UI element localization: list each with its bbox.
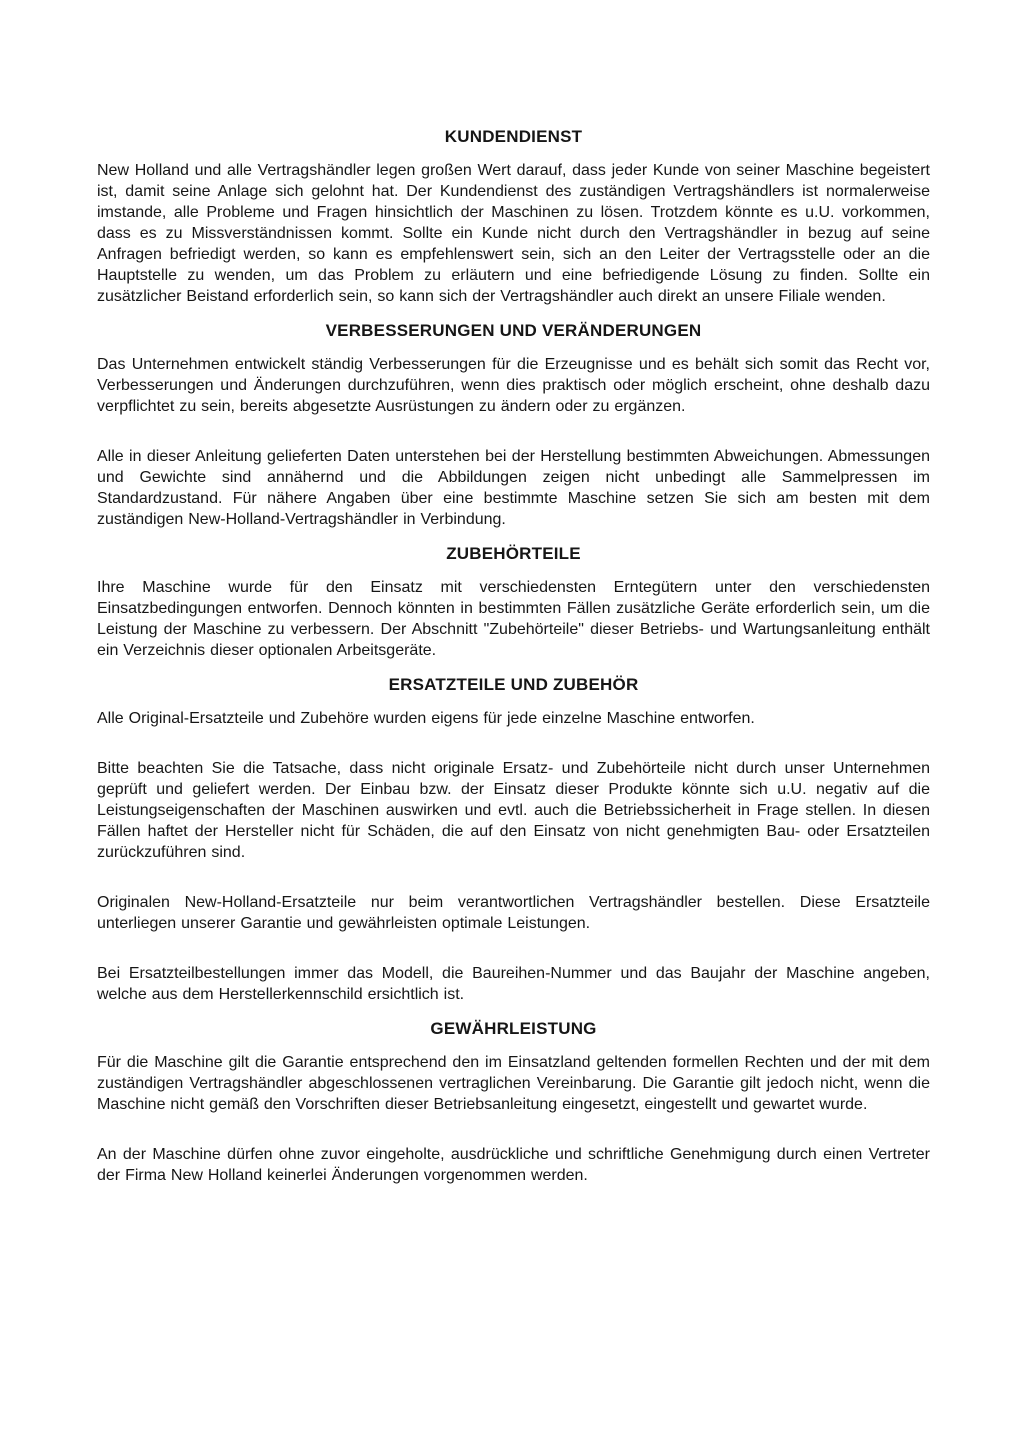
section-zubehoerteile — [97, 543, 930, 661]
section-heading-zubehoerteile: ZUBEHÖRTEILE — [446, 544, 581, 563]
paragraph-ersatzteile-1: Alle Original-Ersatzteile und Zubehöre wurden eigens für jede einzelne Maschine entworfen. — [97, 710, 755, 727]
section-verbesserungen-und-veraenderungen — [97, 320, 930, 530]
paragraph-verbesserungen-1: Das Unternehmen entwickelt ständig Verbesserungen für die Erzeugnisse und es behält sich somit das Recht vor, Verbesserungen und Änderungen durchzuführen, wenn dies praktisch oder möglich erscheint, ohne deshalb dazu verpflichtet zu sein, bereits abgesetzte Ausrüstungen zu ändern oder zu ergänzen. — [97, 356, 930, 415]
section-gewaehrleistung — [97, 1018, 930, 1186]
section-heading-gewaehrleistung: GEWÄHRLEISTUNG — [430, 1019, 597, 1038]
paragraph-gewaehrleistung-2: An der Maschine dürfen ohne zuvor eingeholte, ausdrückliche und schriftliche Genehmigung durch einen Vertreter der Firma New Holland keinerlei Änderungen vorgenommen werden. — [97, 1146, 930, 1184]
section-heading-kundendienst: KUNDENDIENST — [444, 127, 583, 146]
paragraph-ersatzteile-3: Originalen New-Holland-Ersatzteile nur beim verantwortlichen Vertragshändler bestellen. Diese Ersatzteile unterliegen unserer Garantie und gewährleisten optimale Leistungen. — [97, 894, 930, 932]
section-heading-ersatzteile: ERSATZTEILE UND ZUBEHÖR — [388, 675, 639, 694]
paragraph-zubehoerteile-1: Ihre Maschine wurde für den Einsatz mit verschiedensten Erntegütern unter den verschiedensten Einsatzbedingungen entworfen. Dennoch könnten in bestimmten Fällen zusätzliche Geräte erforderlich sein, um die Leistung der Maschine zu verbessern. Der Abschnitt "Zubehörteile" dieser Betriebs- und Wartungsanleitung enthält ein Verzeichnis dieser optionalen Arbeitsgeräte. — [97, 579, 930, 659]
section-ersatzteile-und-zubehoer — [97, 674, 930, 1005]
paragraph-gewaehrleistung-1: Für die Maschine gilt die Garantie entsprechend den im Einsatzland geltenden formellen Rechten und der mit dem zuständigen Vertragshändler abgeschlossenen vertraglichen Vereinbarung. Die Garantie gilt jedoch nicht, wenn die Maschine nicht gemäß den Vorschriften dieser Betriebsanleitung eingesetzt, eingestellt und gewartet wurde. — [97, 1054, 930, 1113]
paragraph-ersatzteile-2: Bitte beachten Sie die Tatsache, dass nicht originale Ersatz- und Zubehörteile nicht durch unser Unternehmen geprüft und geliefert werden. Der Einbau bzw. der Einsatz dieser Produkte könnte sich u.U. negativ auf die Leistungseigenschaften der Maschinen auswirken und evtl. auch die Betriebssicherheit in Frage stellen. In diesen Fällen haftet der Hersteller nicht für Schäden, die auf den Einsatz von nicht genehmigten Bau- oder Ersatzteilen zurückzuführen sind. — [97, 760, 930, 861]
section-heading-verbesserungen: VERBESSERUNGEN UND VERÄNDERUNGEN — [325, 321, 702, 340]
paragraph-verbesserungen-2: Alle in dieser Anleitung gelieferten Daten unterstehen bei der Herstellung bestimmten Abweichungen. Abmessungen und Gewichte sind annähernd und die Abbildungen zeigen nicht unbedingt alle Sammelpressen im Standardzustand. Für nähere Angaben über eine bestimmte Maschine setzen Sie sich am besten mit dem zuständigen New-Holland-Vertragshändler in Verbindung. — [97, 448, 930, 528]
section-kundendienst — [97, 126, 930, 307]
paragraph-ersatzteile-4: Bei Ersatzteilbestellungen immer das Modell, die Baureihen-Nummer und das Baujahr der Maschine angeben, welche aus dem Herstellerkennschild ersichtlich ist. — [97, 965, 930, 1003]
paragraph-kundendienst-1: New Holland und alle Vertragshändler legen großen Wert darauf, dass jeder Kunde von seiner Maschine begeistert ist, damit seine Anlage sich gelohnt hat. Der Kundendienst des zuständigen Vertragshändlers ist normalerweise imstande, alle Probleme und Fragen hinsichtlich der Maschinen zu lösen. Trotzdem könnte es u.U. vorkommen, dass es zu Missverständnissen kommt. Sollte ein Kunde nicht durch den Vertragshändler in bezug auf seine Anfragen befriedigt werden, so kann es empfehlenswert sein, sich an den Leiter der Vertragsstelle oder an die Hauptstelle zu wenden, um das Problem zu erläutern und eine befriedigende Lösung zu finden. Sollte ein zusätzlicher Beistand erforderlich sein, so kann sich der Vertragshändler auch direkt an unsere Filiale wenden. — [97, 162, 930, 305]
